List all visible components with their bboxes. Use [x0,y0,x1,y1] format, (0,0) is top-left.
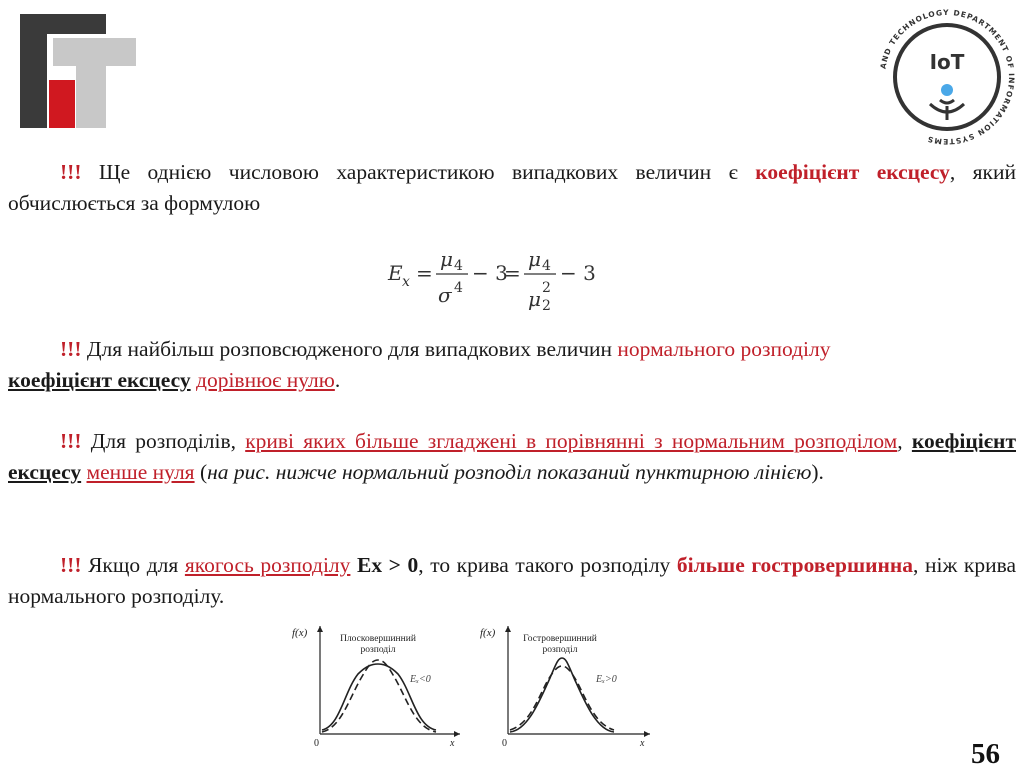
svg-text:x: x [402,274,410,290]
svg-text:2: 2 [542,280,551,296]
y-axis-label: f(x) [292,627,308,639]
svg-text:4: 4 [454,280,463,296]
kurtosis-annotation: Eₓ>0 [596,674,617,685]
graph-title: розподіл [542,645,578,655]
paragraph-flat-distribution: !!! Для розподілів, криві яких більше згладжені в порівнянні з нормальним розподілом, коефіцієнт ексцесу менше нуля (на рис. нижче нормальний розподіл показаний пунктирною лінією). [8,429,1016,484]
svg-text:μ: μ [528,287,541,311]
svg-text:− 3: − 3 [560,261,596,285]
svg-text:2: 2 [542,298,551,314]
x-axis-label: x [450,738,455,749]
svg-text:μ: μ [528,247,541,271]
svg-text:4: 4 [454,258,463,274]
svg-text:μ: μ [440,247,453,271]
term-kurtosis: коефіцієнт ексцесу [8,429,1016,484]
page-number: 56 [971,738,1000,770]
svg-text:AND TECHNOLOGY DEPARTMENT OF I: AND TECHNOLOGY DEPARTMENT OF INFORMATION SYSTEMS [878,7,1017,147]
svg-text:4: 4 [542,258,551,274]
svg-text:− 3: − 3 [472,261,508,285]
x-axis-label: x [640,738,645,749]
graph-title: розподіл [360,645,396,655]
svg-text:σ: σ [438,283,452,307]
term-kurtosis: коефіцієнт ексцесу [8,368,191,392]
graph-leptokurtic [478,622,654,754]
leptokurtic-curve [510,658,614,732]
term-kurtosis: коефіцієнт ексцесу [755,160,950,184]
normal-curve-dashed [322,660,436,732]
svg-text:IoT: IoT [929,50,965,74]
paragraph-peaked-distribution: !!! Якщо для якогось розподілу Ex > 0, то крива такого розподілу більше гостровершинна, ніж крива нормального розподілу. [8,553,1017,608]
svg-text:=: = [504,261,521,285]
origin-label: 0 [502,738,507,749]
origin-label: 0 [314,738,319,749]
paragraph-normal-distribution: !!! Для найбільш розповсюдженого для випадкових величин нормального розподілу коефіцієнт ексцесу дорівнює нулю. [8,337,831,392]
kurtosis-formula [384,240,604,320]
iot-department-logo [874,4,1020,150]
graph-platykurtic [290,622,466,754]
emphasis-marks: !!! [60,160,82,184]
graph-title: Плосковершинний [340,634,416,644]
y-axis-label: f(x) [480,627,496,639]
svg-text:=: = [416,261,433,285]
kurtosis-annotation: Eₓ<0 [410,674,431,685]
graph-title: Гостровершинний [523,634,597,644]
svg-text:E: E [388,261,403,285]
ft-logo [20,14,136,128]
paragraph-kurtosis-intro: !!! Ще однією числовою характеристикою випадкових величин є коефіцієнт ексцесу, який обчислюється за формулою [8,160,1016,215]
